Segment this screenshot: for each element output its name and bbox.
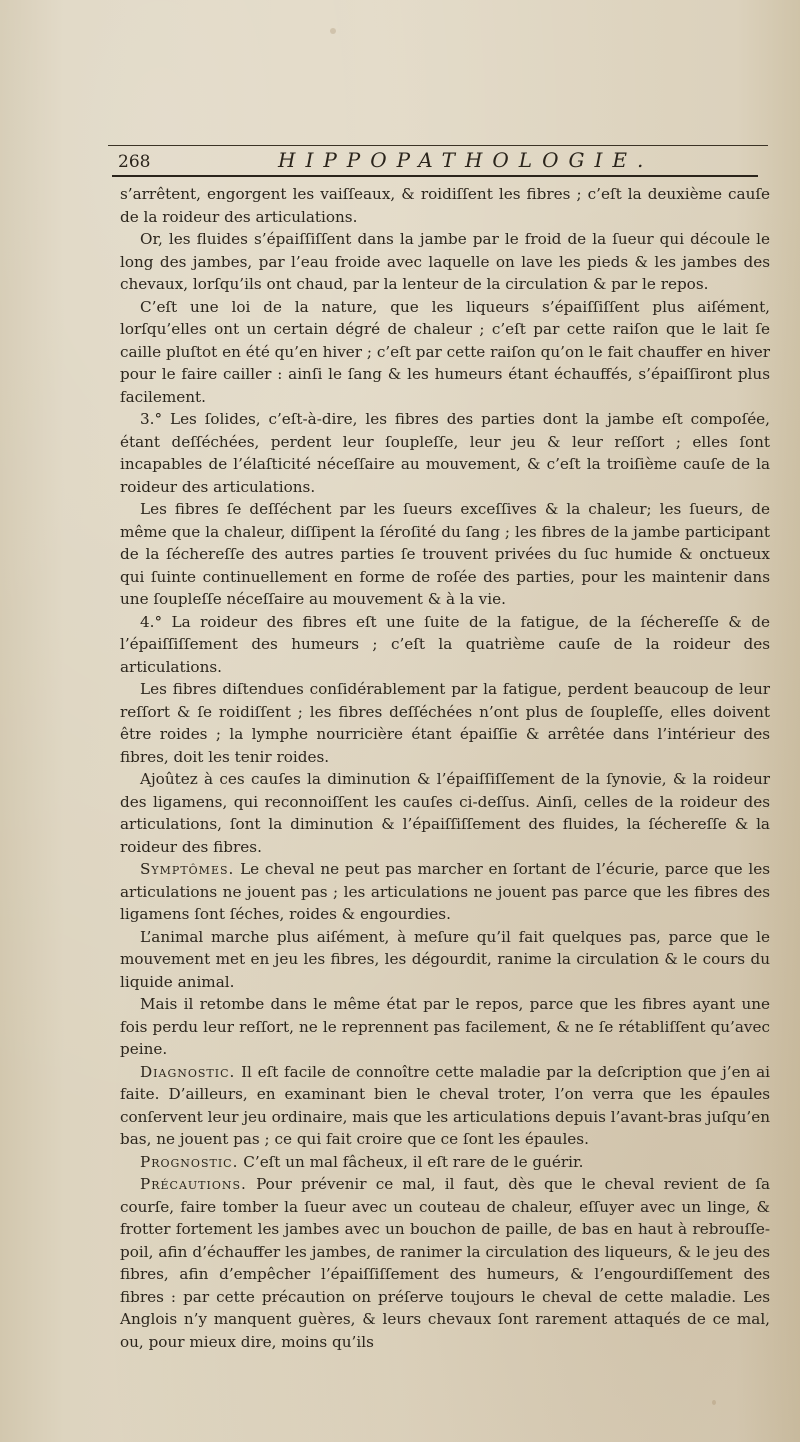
paragraph-text: Les fibres diſtendues conſidérablement par la fatigue, perdent beaucoup de leur reſſort & ſe roidiſſent ; les fibres deſſéchées n’ont plus de ſoupleſſe, elles doivent être roides ; la lymphe nourricière étant épaiſſie & arrêtée dans l’intérieur des fibres, doit les tenir roides. (120, 680, 770, 766)
paragraph-text: C’eſt un mal fâcheux, il eſt rare de le guérir. (243, 1152, 584, 1171)
paragraph-text: Les fibres ſe deſſéchent par les ſueurs exceſſives & la chaleur; les ſueurs, de même que la chaleur, diſſipent la ſéroſité du ſang ; les fibres de la jambe participant de la ſéchereſſe des autres parties ſe trouvent privées du ſuc humide & onctueux qui ſuinte continuellement en forme de roſée des parties, pour les maintenir dans une ſoupleſſe néceſſaire au mouvement & à la vie. (120, 500, 770, 608)
page-number: 268 (118, 152, 151, 172)
section-lead-symptomes: Symptômes. (140, 860, 235, 878)
paragraph-precautions (120, 1173, 770, 1353)
paragraph (120, 228, 770, 296)
paragraph-symptomes (120, 858, 770, 926)
paragraph-text: Or, les fluides s’épaiſſiſſent dans la jambe par le froid de la ſueur qui découle le long des jambes, par l’eau froide avec laquelle on lave les pieds & les jambes des chevaux, lorſqu’ils ont chaud, par la lenteur de la circulation & par le repos. (120, 230, 770, 293)
paragraph-diagnostic (120, 1061, 770, 1151)
paragraph (120, 498, 770, 611)
paragraph-text: C’eſt une loi de la nature, que les liqueurs s’épaiſſiſſent plus aiſément, lorſqu’elles ont un certain dégré de chaleur ; c’eſt par cette raiſon que le lait ſe caille pluſtot en été qu’en hiver ; c’eſt par cette raiſon qu’on le fait chauffer en hiver pour le faire cailler : ainſi le ſang & les humeurs étant échauffés, s’épaiſſiront plus facilement. (120, 297, 770, 406)
paragraph (120, 926, 770, 994)
paragraph-text: Ajoûtez à ces cauſes la diminution & l’épaiſſiſſement de la ſynovie, & la roideur des ligamens, qui reconnoiſſent les cauſes ci-deſſus. Ainſi, celles de la roideur des articulations, ſont la diminution & l’épaiſſiſſement des fluides, la ſéchereſſe & la roideur des fibres. (120, 770, 770, 856)
paragraph-text: s’arrêtent, engorgent les vaiſſeaux, & roidiſſent les fibres ; c’eſt la deuxième cauſe de la roideur des articulations. (120, 185, 770, 226)
paragraph-text: Mais il retombe dans le même état par le repos, parce que les fibres ayant une fois perdu leur reſſort, ne le reprennent pas facilement, & ne ſe rétabliſſent qu’avec peine. (120, 995, 770, 1058)
paragraph (120, 611, 770, 679)
paragraph (120, 993, 770, 1061)
paragraph-text: 3.° Les ſolides, c’eſt-à-dire, les fibres des parties dont la jambe eſt compoſée, étant deſſéchées, perdent leur ſoupleſſe, leur jeu & leur reſſort ; elles ſont incapables de l’élaſticité néceſſaire au mouvement, & c’eſt la troiſième cauſe de la roideur des articulations. (120, 410, 770, 496)
header-bottom-rule (112, 175, 758, 177)
section-lead-precautions: Précautions. (140, 1175, 247, 1193)
paragraph-text: Il eſt facile de connoître cette maladie par la deſcription que j’en ai faite. D’ailleurs, en examinant bien le cheval troter, l’on verra que les épaules conſervent leur jeu ordinaire, mais que les articulations depuis l’avant-bras juſqu’en bas, ne jouent pas ; ce qui fait croire que ce ſont les épaules. (120, 1062, 770, 1148)
paragraph (120, 183, 770, 228)
paper-stain (330, 28, 336, 34)
paragraph-text: Le cheval ne peut pas marcher en ſortant de l’écurie, parce que les articulations ne jouent pas ; les articulations ne jouent pas parce que les fibres des ligamens ſont ſéches, roides & engourdies. (120, 860, 770, 923)
paragraph-text: L’animal marche plus aiſément, à meſure qu’il fait quelques pas, parce que le mouvement met en jeu les fibres, les dégourdit, ranime la circulation & le cours du liquide animal. (120, 927, 770, 991)
paragraph (120, 408, 770, 498)
paragraph (120, 768, 770, 858)
paper-stain (712, 1400, 716, 1405)
paragraph-prognostic (120, 1151, 770, 1174)
paragraph (120, 678, 770, 768)
paragraph-text: Pour prévenir ce mal, il faut, dès que le cheval revient de ſa courſe, faire tomber la ſueur avec un couteau de chaleur, eſſuyer avec un linge, & frotter fortement les jambes avec un bouchon de paille, de bas en haut à rebrouſſe-poil, afin d’échauffer les jambes, de ranimer la circulation des liqueurs, & le jeu des fibres, afin d’empêcher l’épaiſſiſſement des humeurs, & l’engourdiſſement des fibres : par cette précaution on préſerve toujours le cheval de cette maladie. Les Anglois n’y manquent guères, & leurs chevaux ſont rarement attaqués de ce mal, ou, pour mieux dire, moins qu’ils (120, 1175, 770, 1351)
paragraph-text: 4.° La roideur des fibres eſt une ſuite de la fatigue, de la ſéchereſſe & de l’épaiſſiſſement des humeurs ; c’eſt la quatrième cauſe de la roideur des articulations. (120, 612, 770, 676)
section-lead-prognostic: Prognostic. (140, 1152, 239, 1171)
running-title: HIPPOPATHOLOGIE. (278, 148, 654, 172)
body-text (120, 183, 770, 1353)
paragraph (120, 296, 770, 409)
section-lead-diagnostic: Diagnostic. (140, 1062, 236, 1081)
